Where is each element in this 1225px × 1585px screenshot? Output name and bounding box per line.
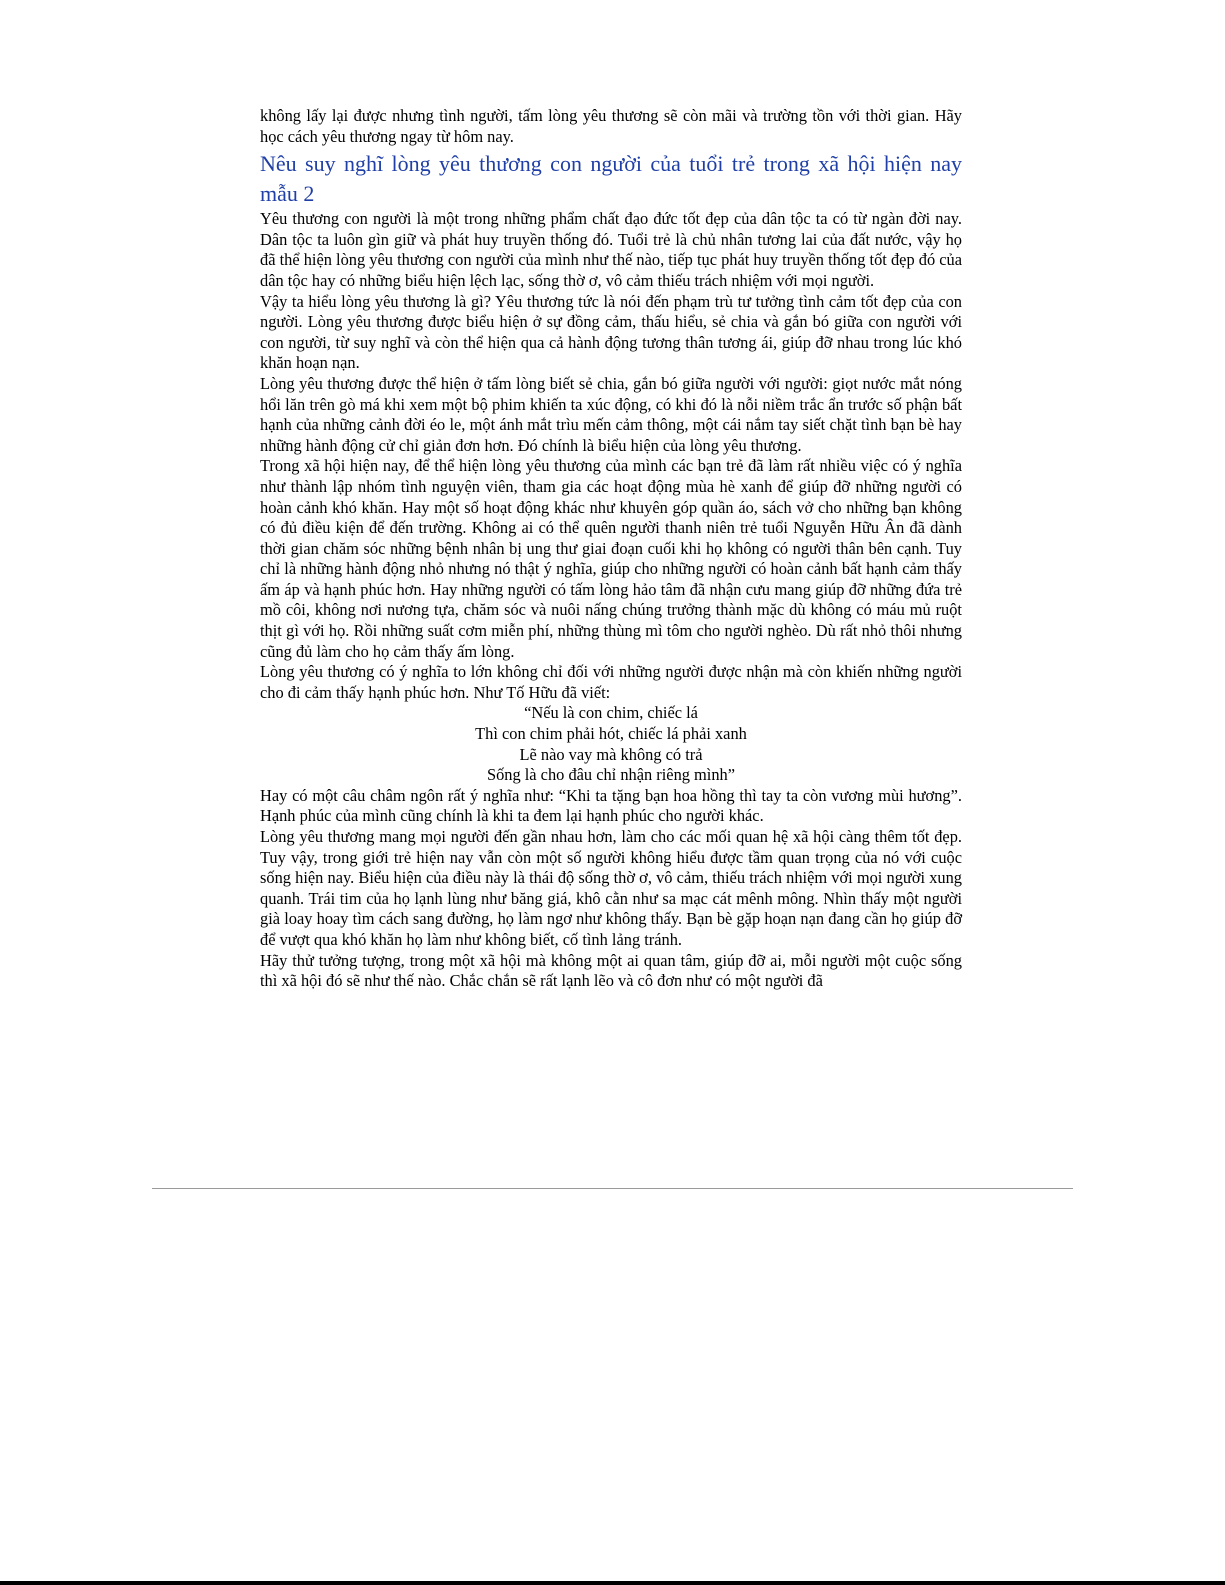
- body-paragraph: Lòng yêu thương mang mọi người đến gần nhau hơn, làm cho các mối quan hệ xã hội càng thêm tốt đẹp. Tuy vậy, trong giới trẻ hiện nay vẫn còn một số người không hiểu được tầm quan trọng của nó với cuộc sống hiện nay. Biểu hiện của điều này là thái độ sống thờ ơ, vô cảm, thiếu trách nhiệm với mọi người xung quanh. Trái tim của họ lạnh lùng như băng giá, khô cằn như sa mạc cát mênh mông. Nhìn thấy một người già loay hoay tìm cách sang đường, họ làm ngơ như không thấy. Bạn bè gặp hoạn nạn đang cần họ giúp đỡ để vượt qua khó khăn họ làm như không biết, cố tình lảng tránh.: [260, 827, 962, 949]
- poem-line: Thì con chim phải hót, chiếc lá phải xanh: [475, 724, 747, 744]
- section-heading: Nêu suy nghĩ lòng yêu thương con người của tuổi trẻ trong xã hội hiện nay mẫu 2: [260, 151, 962, 207]
- body-paragraph: Lòng yêu thương được thể hiện ở tấm lòng biết sẻ chia, gắn bó giữa người với người: giọt nước mắt nóng hổi lăn trên gò má khi xem một bộ phim khiến ta xúc động, có khi đó là nỗi niềm trắc ẩn trước số phận bất hạnh của những cảnh đời éo le, một ánh mắt trìu mến cảm thông, một cái nắm tay siết chặt tình bạn bè hay những hành động cử chỉ giản đơn hơn. Đó chính là biểu hiện của lòng yêu thương.: [260, 373, 962, 455]
- bottom-edge-bar: [0, 1581, 1225, 1585]
- document-page: [260, 106, 962, 992]
- body-paragraph: Vậy ta hiểu lòng yêu thương là gì? Yêu thương tức là nói đến phạm trù tư tưởng tình cảm tốt đẹp của con người. Lòng yêu thương được biểu hiện ở sự đồng cảm, thấu hiểu, sẻ chia và gắn bó giữa con người với con người, từ suy nghĩ và còn thể hiện qua cả hành động tương thân tương ái, giúp đỡ nhau trong lúc khó khăn hoạn nạn.: [260, 291, 962, 373]
- page-divider: [152, 1188, 1073, 1189]
- body-paragraph: Hay có một câu châm ngôn rất ý nghĩa như: “Khi ta tặng bạn hoa hồng thì tay ta còn vương mùi hương”. Hạnh phúc của mình cũng chính là khi ta đem lại hạnh phúc cho người khác.: [260, 785, 962, 826]
- body-paragraph: Hãy thử tưởng tượng, trong một xã hội mà không một ai quan tâm, giúp đỡ ai, mỗi người một cuộc sống thì xã hội đó sẽ như thế nào. Chắc chắn sẽ rất lạnh lẽo và cô đơn như có một người đã: [260, 950, 962, 991]
- body-paragraph: Yêu thương con người là một trong những phẩm chất đạo đức tốt đẹp của dân tộc ta có từ ngàn đời nay. Dân tộc ta luôn gìn giữ và phát huy truyền thống đó. Tuổi trẻ là chủ nhân tương lai của đất nước, vậy họ đã thể hiện lòng yêu thương con người của mình như thế nào, tiếp tục phát huy truyền thống tốt đẹp đó của dân tộc hay có những biểu hiện lệch lạc, sống thờ ơ, vô cảm thiếu trách nhiệm với mọi người.: [260, 209, 962, 290]
- poem-line: Sống là cho đâu chỉ nhận riêng mình”: [486, 765, 736, 785]
- poem-line: Lẽ nào vay mà không có trả: [519, 744, 703, 764]
- body-paragraph: Lòng yêu thương có ý nghĩa to lớn không chỉ đối với những người được nhận mà còn khiến những người cho đi cảm thấy hạnh phúc hơn. Như Tố Hữu đã viết:: [260, 662, 962, 702]
- body-paragraph: Trong xã hội hiện nay, để thể hiện lòng yêu thương của mình các bạn trẻ đã làm rất nhiều việc có ý nghĩa như thành lập nhóm tình nguyện viên, tham gia các hoạt động mùa hè xanh để giúp đỡ những người có hoàn cảnh khó khăn. Hay một số hoạt động khác như khuyên góp quần áo, sách vở cho những bạn không có đủ điều kiện để đến trường. Không ai có thể quên người thanh niên trẻ tuổi Nguyễn Hữu Ân đã dành thời gian chăm sóc những bệnh nhân bị ung thư giai đoạn cuối khi họ không có người thân bên cạnh. Tuy chỉ là những hành động nhỏ nhưng nó thật ý nghĩa, giúp cho những người có hoàn cảnh bất hạnh cảm thấy ấm áp và hạnh phúc hơn. Hay những người có tấm lòng hảo tâm đã nhận cưu mang giúp đỡ những đứa trẻ mồ côi, không nơi nương tựa, chăm sóc và nuôi nấng chúng trưởng thành mặc dù không có máu mủ ruột thịt gì với họ. Rồi những suất cơm miễn phí, những thùng mì tôm cho người nghèo. Dù rất nhỏ thôi nhưng cũng đủ làm cho họ cảm thấy ấm lòng.: [260, 456, 962, 661]
- top-paragraph: không lấy lại được nhưng tình người, tấm lòng yêu thương sẽ còn mãi và trường tồn với thời gian. Hãy học cách yêu thương ngay từ hôm nay.: [260, 106, 962, 146]
- poem-quote: [260, 703, 962, 785]
- poem-line: “Nếu là con chim, chiếc lá: [524, 703, 698, 723]
